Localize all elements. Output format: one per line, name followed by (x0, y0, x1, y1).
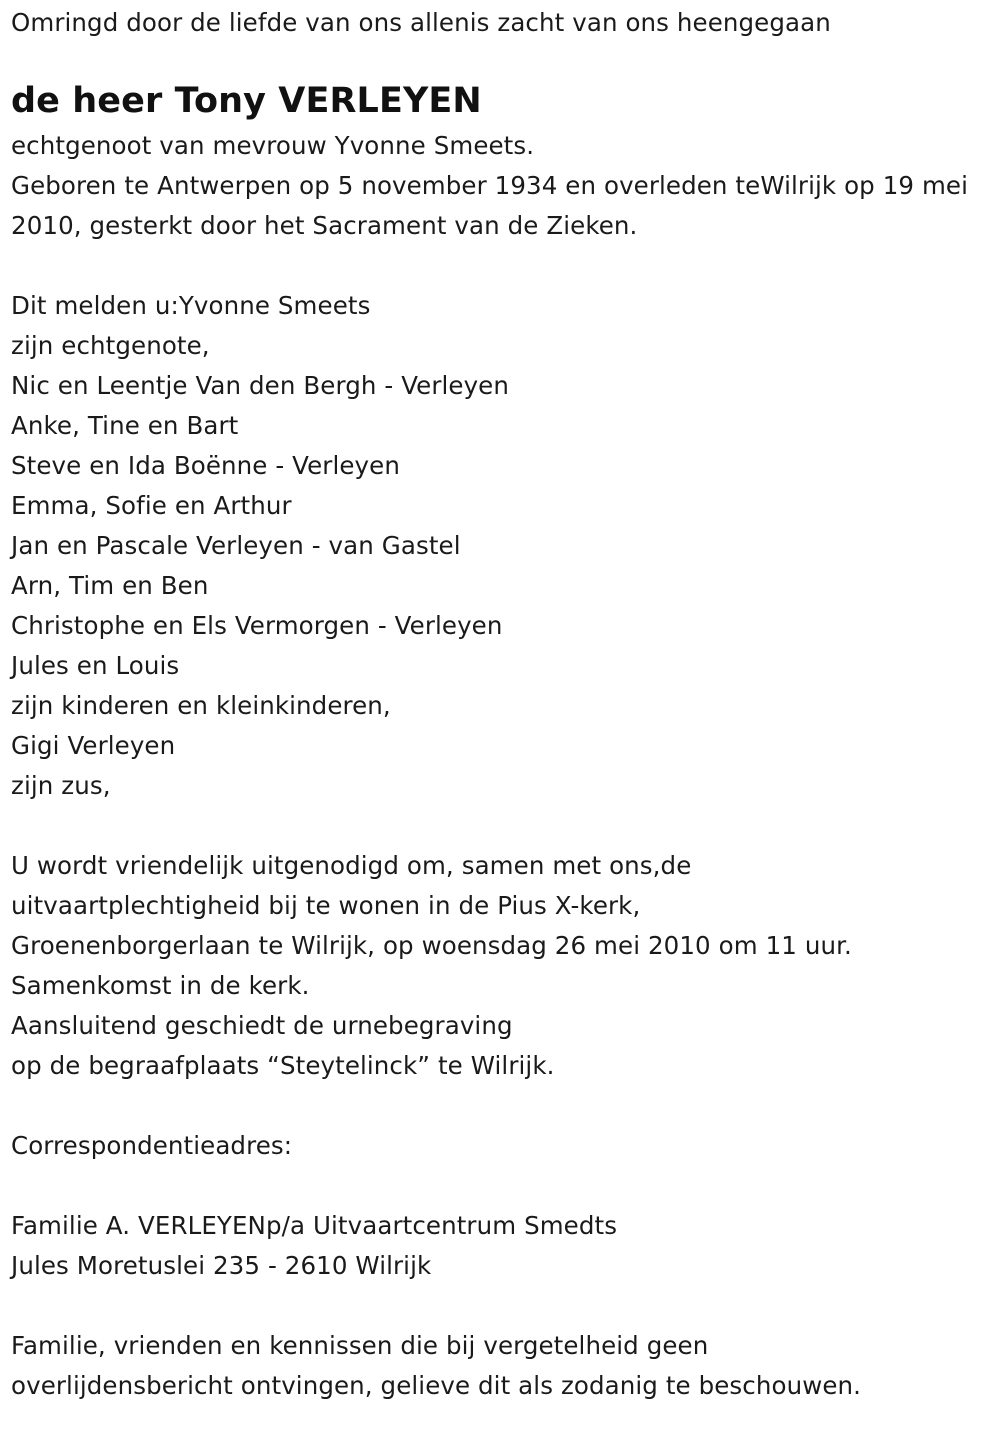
family-line: Christophe en Els Vermorgen - Verleyen (11, 611, 503, 640)
closing-line: overlijdensbericht ontvingen, gelieve dit als zodanig te beschouwen. (11, 1371, 862, 1400)
ceremony-details (11, 846, 991, 1086)
closing-line: Familie, vrienden en kennissen die bij vergetelheid geen (11, 1331, 709, 1360)
birth-death-text: Geboren te Antwerpen op 5 november 1934 en overleden teWilrijk op 19 mei 2010, gesterkt door het Sacrament van de Zieken. (11, 171, 969, 240)
family-line: zijn kinderen en kleinkinderen, (11, 691, 391, 720)
ceremony-line: Aansluitend geschiedt de urnebegraving (11, 1011, 513, 1040)
family-line: zijn zus, (11, 771, 111, 800)
ceremony-line: Groenenborgerlaan te Wilrijk, op woensdag 26 mei 2010 om 11 uur. (11, 931, 852, 960)
spacer (11, 806, 991, 846)
family-line: Jules en Louis (11, 651, 180, 680)
deceased-name: de heer Tony VERLEYEN (11, 81, 482, 121)
family-line: Jan en Pascale Verleyen - van Gastel (11, 531, 461, 560)
address-line: Jules Moretuslei 235 - 2610 Wilrijk (11, 1251, 432, 1280)
spacer (11, 1166, 991, 1206)
family-line: Anke, Tine en Bart (11, 411, 239, 440)
spacer (11, 1286, 991, 1326)
correspondence-label: Correspondentieadres: (11, 1131, 293, 1160)
spouse-line: echtgenoot van mevrouw Yvonne Smeets. (11, 131, 535, 160)
ceremony-line: uitvaartplechtigheid bij te wonen in de Pius X-kerk, (11, 891, 641, 920)
address-line: Familie A. VERLEYENp/a Uitvaartcentrum Smedts (11, 1211, 618, 1240)
family-line: Arn, Tim en Ben (11, 571, 209, 600)
intro-text: Omringd door de liefde van ons allenis zacht van ons heengegaan (11, 8, 831, 37)
family-line: Dit melden u:Yvonne Smeets (11, 291, 371, 320)
ceremony-line: op de begraafplaats “Steytelinck” te Wilrijk. (11, 1051, 555, 1080)
spacer (11, 246, 991, 286)
family-list (11, 286, 991, 806)
family-line: Gigi Verleyen (11, 731, 176, 760)
family-line: zijn echtgenote, (11, 331, 210, 360)
ceremony-line: Samenkomst in de kerk. (11, 971, 310, 1000)
family-line: Steve en Ida Boënne - Verleyen (11, 451, 400, 480)
obituary-notice (11, 3, 991, 1406)
correspondence-address (11, 1206, 991, 1286)
closing-note (11, 1326, 991, 1406)
spacer (11, 1086, 991, 1126)
family-line: Nic en Leentje Van den Bergh - Verleyen (11, 371, 509, 400)
family-line: Emma, Sofie en Arthur (11, 491, 292, 520)
ceremony-line: U wordt vriendelijk uitgenodigd om, samen met ons,de (11, 851, 692, 880)
